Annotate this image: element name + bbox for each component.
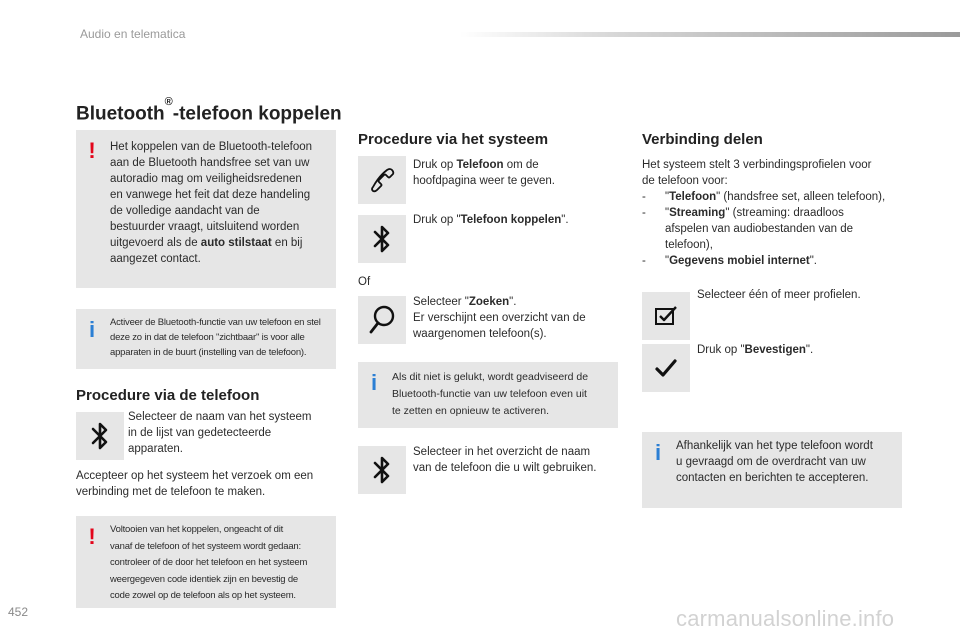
heading-procedure-system: Procedure via het systeem (358, 131, 549, 148)
watermark: carmanualsonline.info (676, 606, 895, 631)
heading-procedure-phone: Procedure via de telefoon (76, 387, 260, 404)
info-icon: i (88, 317, 96, 342)
accept-text: Accepteer op het systeem het verzoek om een verbinding met de telefoon te maken. (76, 470, 314, 498)
profiles-list: - "Telefoon" (handsfree set, alleen telefoon), - "Streaming" (streaming: draadloos afspelen van audiobestanden van de telefoon), - "Gegevens mobiel internet". (642, 189, 912, 269)
warning-box-safety (76, 130, 336, 288)
list-item: - "Gegevens mobiel internet". (642, 255, 817, 267)
warning-text: Het koppelen van de Bluetooth-telefoon aan de Bluetooth handsfree set van uw autoradio mag om veiligheidsredenen en vanwege het feit dat deze handeling de volledige aandacht van de bestuurder vraagt, uitsluitend worden uitgevoerd als de auto stilstaat en bij aangezet contact. (110, 141, 313, 265)
bluetooth-icon (90, 420, 110, 452)
page-title: Bluetooth®-telefoon koppelen (76, 96, 342, 125)
bluetooth-icon (372, 454, 392, 486)
search-icon (367, 304, 397, 336)
info-retry-text: Als dit niet is gelukt, wordt geadviseerd de Bluetooth-functie van uw telefoon even uit te zetten en opnieuw te activeren. (392, 371, 589, 417)
profiles-intro: Het systeem stelt 3 verbindingsprofielen voor de telefoon voor: (642, 159, 872, 187)
list-item: - "Telefoon" (handsfree set, alleen telefoon), (642, 191, 886, 203)
step-select-phone: Selecteer in het overzicht de naam van de telefoon die u wilt gebruiken. (413, 446, 597, 474)
step-select-profiles: Selecteer één of meer profielen. (697, 289, 861, 301)
bluetooth-icon (372, 223, 392, 255)
info-box-retry (358, 362, 618, 428)
info-box-transfer (642, 432, 902, 508)
phone-handset-icon (368, 166, 396, 194)
warning-icon: ! (88, 138, 96, 163)
checkbox-checked-icon (654, 304, 678, 328)
bluetooth-icon-box (76, 412, 124, 460)
warning-icon: ! (88, 524, 96, 549)
step-search: Selecteer "Zoeken". Er verschijnt een overzicht van de waargenomen telefoon(s). (413, 296, 586, 340)
bluetooth-icon-box (358, 215, 406, 263)
info-icon: i (370, 370, 378, 395)
bluetooth-icon-box (358, 446, 406, 494)
info-icon: i (654, 440, 662, 465)
step-press-phone: Druk op Telefoon om de hoofdpagina weer te geven. (413, 159, 555, 187)
list-item: - "Streaming" (streaming: draadloos (642, 207, 844, 219)
page-number: 452 (8, 605, 29, 619)
checkmark-icon (654, 356, 678, 380)
info-transfer-text: Afhankelijk van het type telefoon wordt u gevraagd om de overdracht van uw contacten en berichten te accepteren. (676, 440, 873, 484)
warning-box-code (76, 516, 336, 608)
step-confirm: Druk op "Bevestigen". (697, 344, 814, 356)
confirm-icon-box (642, 344, 690, 392)
phone-icon-box (358, 156, 406, 204)
search-icon-box (358, 296, 406, 344)
info-box-activate (76, 309, 336, 369)
heading-connection-share: Verbinding delen (642, 131, 763, 148)
step-select-system: Selecteer de naam van het systeem in de lijst van gedetecteerde apparaten. (128, 411, 312, 455)
warning-code-text: Voltooien van het koppelen, ongeacht of dit vanaf de telefoon of het systeem wordt gedaan: controleer of de door het telefoon en het systeem weergegeven code identiek zijn en bevestig de code zowel op de telefoon als op het systeem. (110, 524, 308, 601)
checkbox-icon-box (642, 292, 690, 340)
section-header: Audio en telematica (80, 27, 186, 41)
step-pair-phone: Druk op "Telefoon koppelen". (413, 214, 569, 226)
header-rule (460, 32, 960, 37)
info-text: Activeer de Bluetooth-functie van uw telefoon en stel deze zo in dat de telefoon "zichtbaar" is voor alle apparaten in de buurt (instelling van de telefoon). (110, 317, 321, 358)
or-label: Of (358, 276, 371, 288)
